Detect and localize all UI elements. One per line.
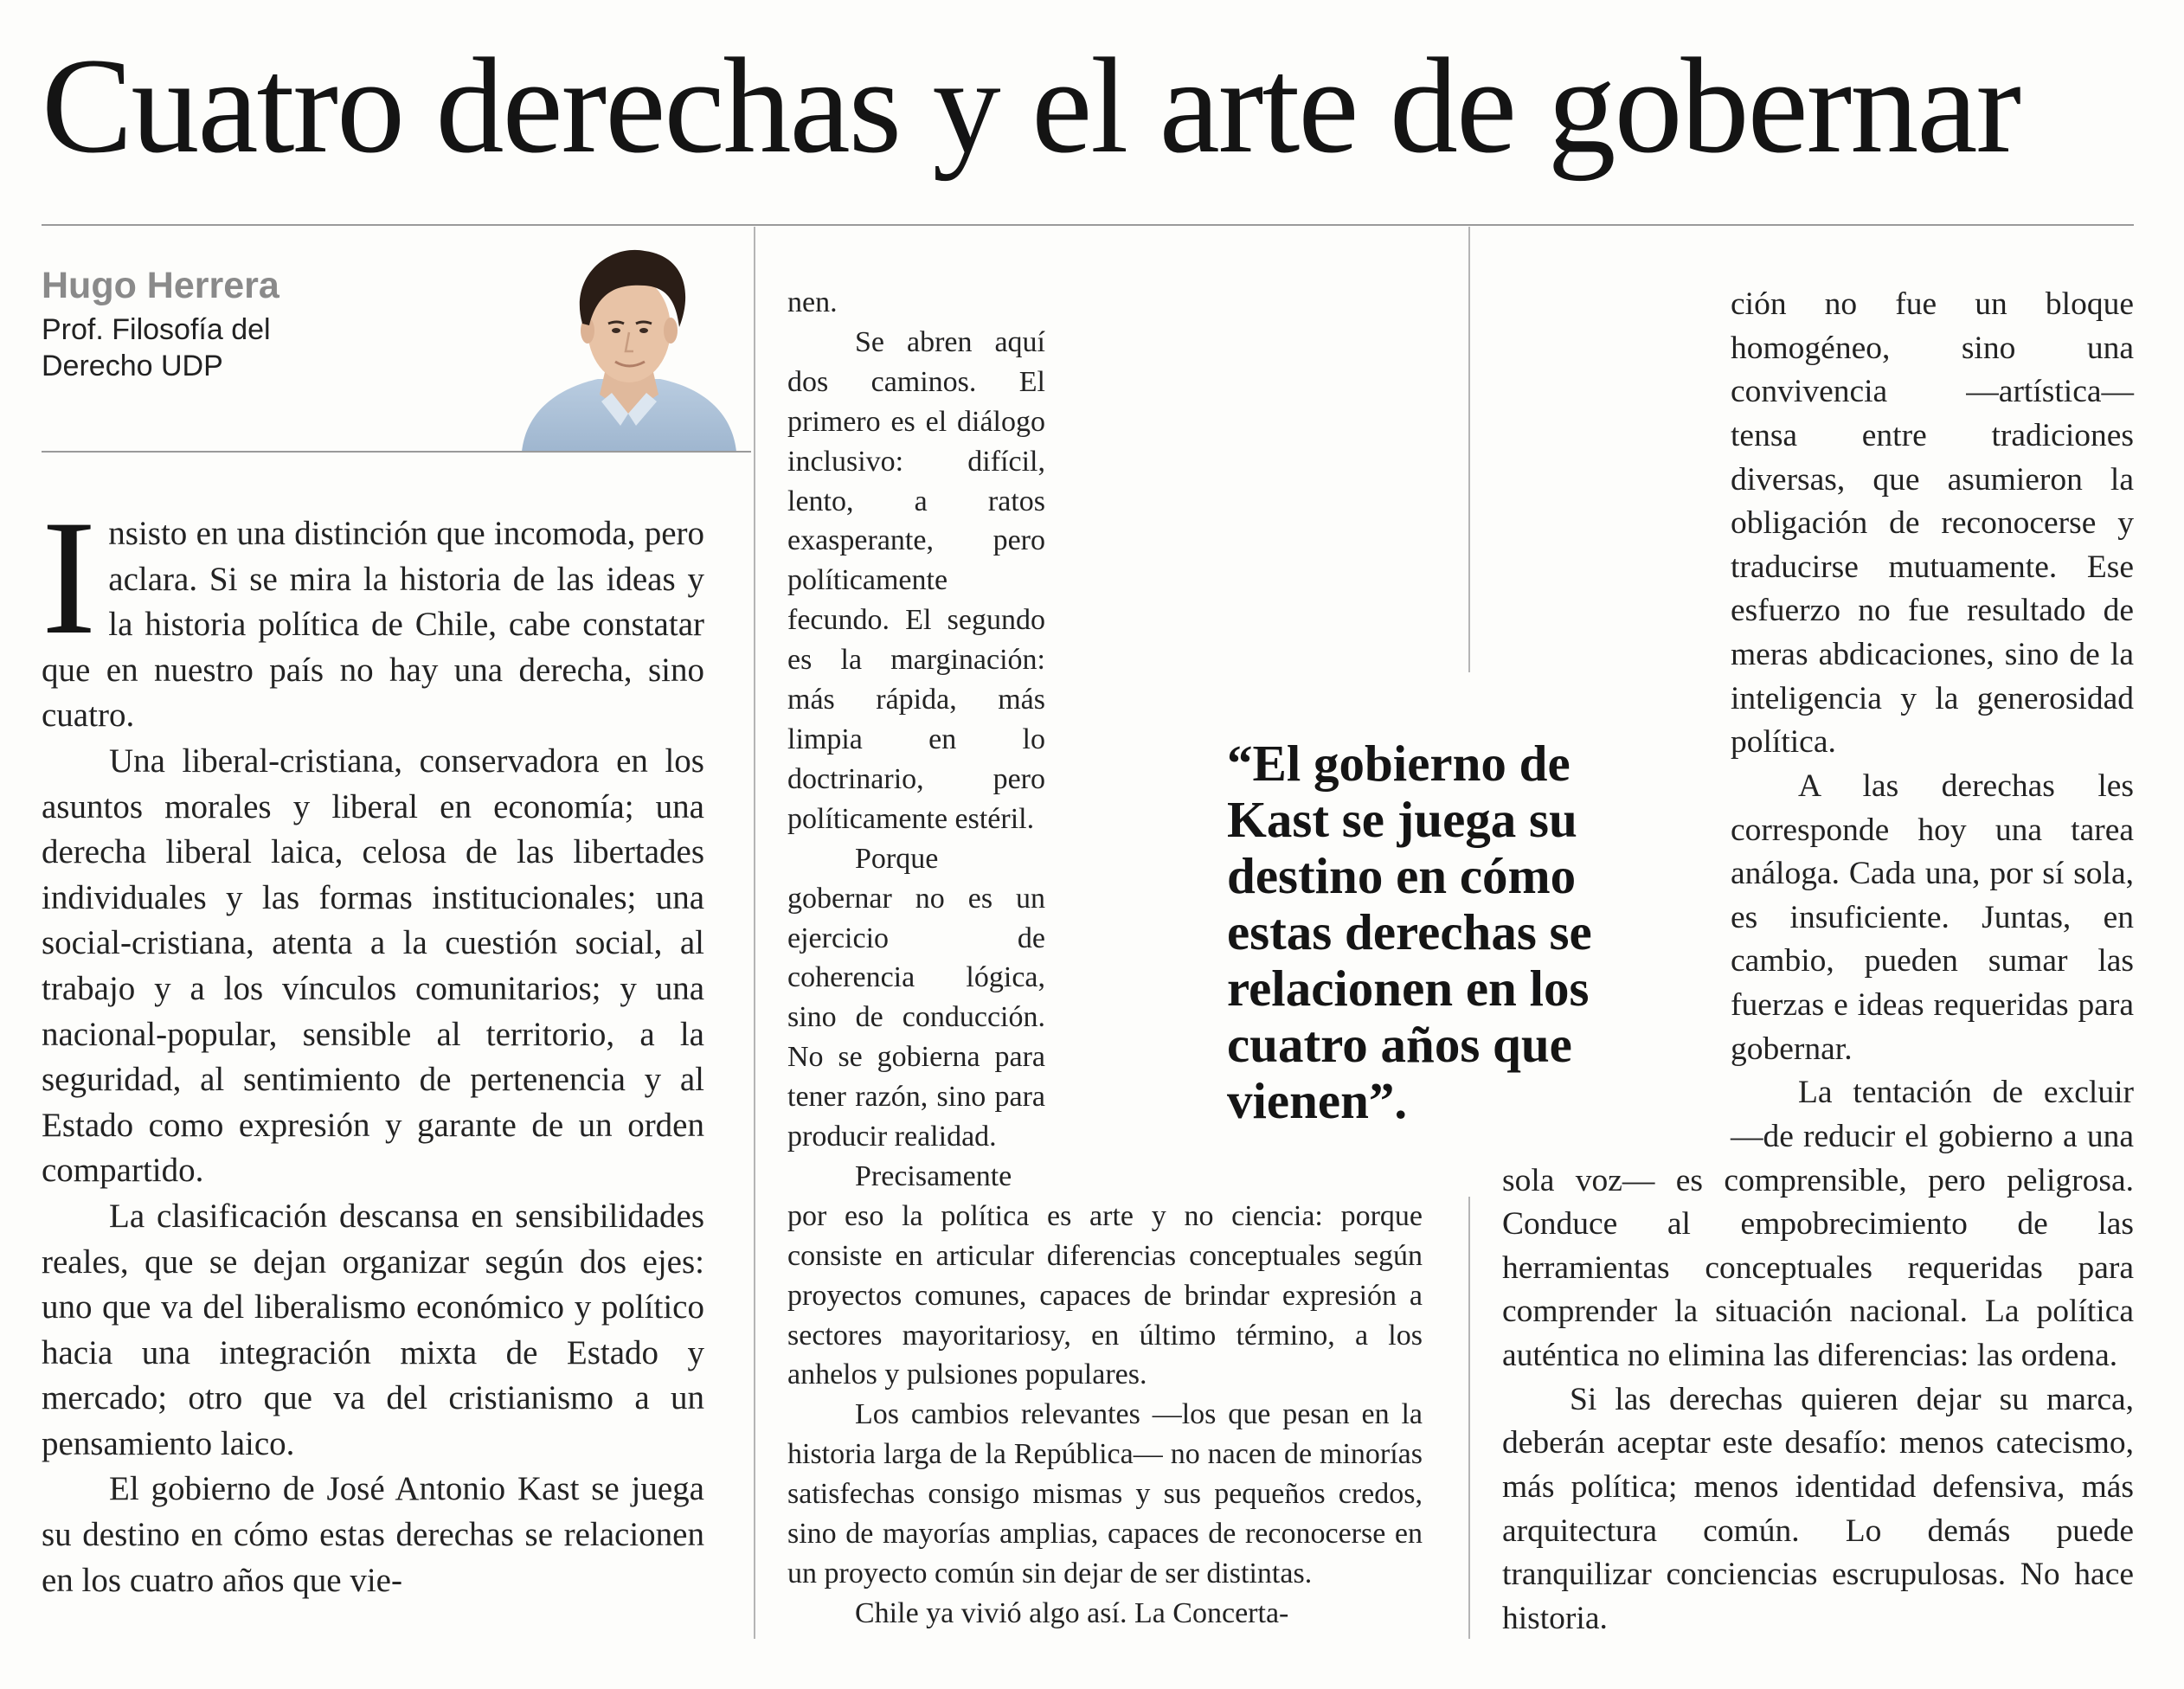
column-divider: [1468, 227, 1470, 672]
author-role: Prof. Filosofía del: [42, 313, 271, 346]
paragraph: La tentación de excluir —de reducir el gobierno a una sola voz— es comprensible, pero peligrosa. Conduce al empobrecimiento de las herramientas conceptuales requeridas para comprender la situación nacional. La política auténtica no elimina las diferencias: las ordena.: [1502, 1075, 2134, 1373]
paragraph: Porque gobernar no es un ejercicio de coherencia lógica, sino de conducción. No se gobierna para tener razón, sino para producir realidad.: [787, 842, 1045, 1153]
paragraph: El gobierno de José Antonio Kast se juega su destino en cómo estas derechas se relacionen en los cuatro años que vie-: [42, 1470, 704, 1599]
paragraph: Si las derechas quieren dejar su marca, deberán aceptar este desafío: menos catecismo, más política; menos identidad defensiva, más arquitectura común. Lo demás puede tranquilizar conciencias escrupulosas. No hace historia.: [1502, 1381, 2134, 1636]
paragraph: nen.: [787, 286, 838, 318]
author-name: Hugo Herrera: [42, 265, 279, 306]
paragraph: Precisamente por eso la política es arte y no ciencia: porque consiste en articular diferencias conceptuales según proyectos comunes, capaces de brindar expresión a sectores mayoritariosy, en último término, a los anhelos y pulsiones populares.: [787, 1159, 1423, 1391]
byline: [42, 260, 578, 384]
paragraph: Los cambios relevantes —los que pesan en la historia larga de la República— no nacen de minorías satisfechas consigo mismas y sus pequeños credos, sino de mayorías amplias, capaces de reconocerse en un proyecto común sin dejar de ser distintas.: [787, 1398, 1423, 1589]
byline-rule: [42, 451, 751, 453]
article-column-1: [42, 487, 704, 1603]
drop-cap: I: [42, 487, 97, 669]
paragraph: ción no fue un bloque homogéneo, sino una convivencia —artística— tensa entre tradiciones diversas, que asumieron la obligación de reconocerse y traducirse mutuamente. Ese esfuerzo no fue resultado de meras abdicaciones, sino de la inteligencia y la generosidad política.: [1731, 286, 2134, 761]
headline: Cuatro derechas y el arte de gobernar: [42, 30, 2020, 182]
paragraph: [42, 487, 704, 739]
column-divider: [1468, 1197, 1470, 1639]
column-divider: [754, 227, 755, 1639]
author-portrait: [515, 241, 742, 452]
pull-quote: “El gobierno de Kast se juega su destino en cómo estas derechas se relacionen en los cuatro años que vienen”.: [1227, 735, 1592, 1129]
paragraph: Una liberal-cristiana, conservadora en los asuntos morales y liberal en economía; una derecha liberal laica, celosa de las libertades individuales y las formas institucionales; una social-cristiana, atenta a la cuestión social, al trabajo y a los vínculos comunitarios; y una nacional-popular, sensible al territorio, a la seguridad, al sentimiento de pertenencia y al Estado como expresión y garante de un orden compartido.: [42, 742, 704, 1190]
headline-rule: [42, 224, 2134, 226]
author-role: Derecho UDP: [42, 350, 223, 382]
paragraph: La clasificación descansa en sensibilidades reales, que se dejan organizar según dos ejes: uno que va del liberalismo económico y político hacia una integración mixta de Estado y mercado; otro que va del cristianismo a un pensamiento laico.: [42, 1197, 704, 1462]
paragraph: A las derechas les corresponde hoy una tarea análoga. Cada una, por sí sola, es insuficiente. Juntas, en cambio, pueden sumar las fuerzas e ideas requeridas para gobernar.: [1731, 767, 2134, 1067]
paragraph: Chile ya vivió algo así. La Concerta-: [855, 1596, 1289, 1629]
paragraph-text: nsisto en una distinción que incomoda, pero aclara. Si se mira la historia de las ideas y la historia política de Chile, cabe constatar que en nuestro país no hay una derecha, sino cuatro.: [42, 515, 704, 735]
paragraph: Se abren aquí dos caminos. El primero es el diálogo inclusivo: difícil, lento, a ratos exasperante, pero políticamente fecundo. El segundo es la marginación: más rápida, más limpia en lo doctrinario, pero políticamente estéril.: [787, 325, 1045, 835]
